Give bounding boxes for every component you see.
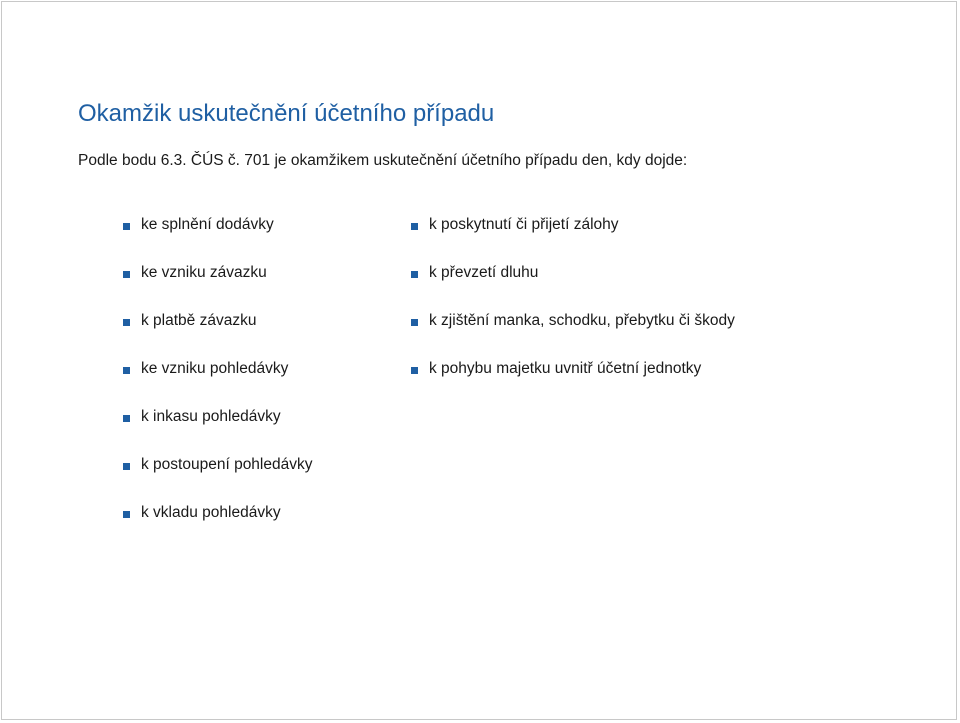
square-bullet-icon (123, 463, 130, 470)
list-item (411, 311, 735, 359)
list-item (123, 455, 312, 503)
list-item-text: k vkladu pohledávky (141, 504, 281, 521)
square-bullet-icon (123, 367, 130, 374)
square-bullet-icon (411, 271, 418, 278)
left-bullet-list (123, 215, 312, 551)
square-bullet-icon (123, 223, 130, 230)
list-item-text: k pohybu majetku uvnitř účetní jednotky (429, 360, 702, 377)
list-item-text: k platbě závazku (141, 312, 257, 329)
list-item (123, 311, 312, 359)
list-item (123, 407, 312, 455)
slide-title: Okamžik uskutečnění účetního případu (78, 100, 495, 127)
list-item-text: k převzetí dluhu (429, 264, 539, 281)
list-item (123, 215, 312, 263)
list-item (411, 215, 735, 263)
square-bullet-icon (123, 271, 130, 278)
right-bullet-list (411, 215, 735, 407)
list-item-text: k zjištění manka, schodku, přebytku či škody (429, 312, 735, 329)
square-bullet-icon (411, 319, 418, 326)
list-item (123, 503, 312, 551)
list-item-text: k poskytnutí či přijetí zálohy (429, 216, 619, 233)
slide (1, 1, 957, 720)
square-bullet-icon (123, 415, 130, 422)
slide-subtitle: Podle bodu 6.3. ČÚS č. 701 je okamžikem uskutečnění účetního případu den, kdy dojde: (78, 152, 688, 169)
list-item (123, 263, 312, 311)
list-item (411, 263, 735, 311)
list-item-text: ke vzniku závazku (141, 264, 267, 281)
list-item-text: ke splnění dodávky (141, 216, 274, 233)
list-item-text: k inkasu pohledávky (141, 408, 281, 425)
square-bullet-icon (123, 511, 130, 518)
square-bullet-icon (123, 319, 130, 326)
square-bullet-icon (411, 223, 418, 230)
list-item (123, 359, 312, 407)
list-item-text: k postoupení pohledávky (141, 456, 313, 473)
square-bullet-icon (411, 367, 418, 374)
list-item (411, 359, 735, 407)
list-item-text: ke vzniku pohledávky (141, 360, 289, 377)
